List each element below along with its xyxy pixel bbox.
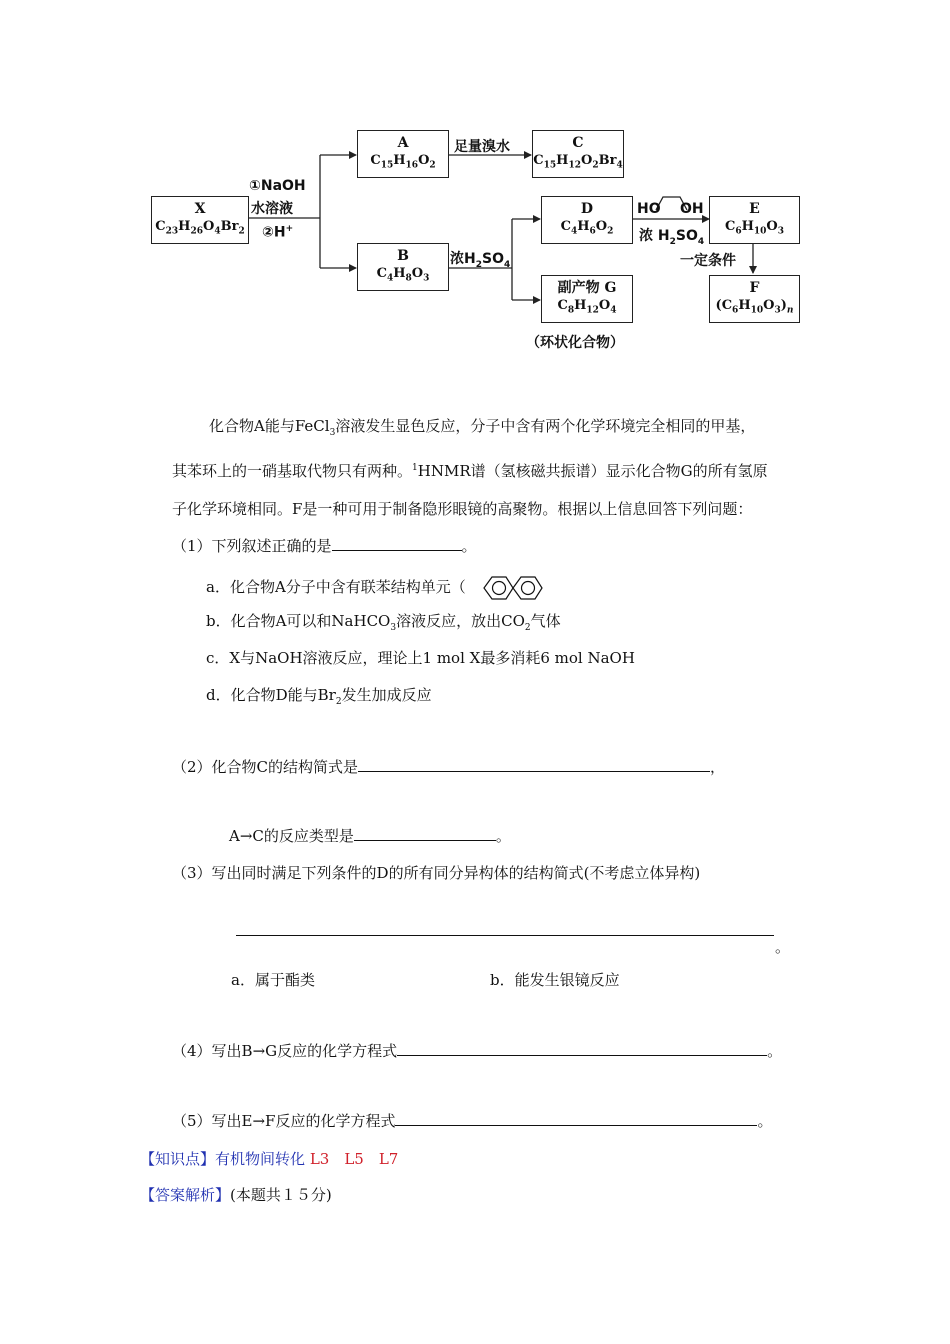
option-1b: b．化合物A可以和NaHCO$_3$溶液反应，放出$CO_2$气体 bbox=[206, 612, 561, 633]
question-4-prompt: （4）写出B→G反应的化学方程式 bbox=[172, 1042, 398, 1060]
compound-e-box bbox=[709, 196, 800, 244]
compound-g-label: 副产物 G bbox=[557, 279, 617, 296]
compound-a-formula: $C_{15}H_{16}O_2$ bbox=[370, 152, 436, 171]
condition-h2so4: 浓$H_2SO_4$ bbox=[450, 251, 511, 270]
compound-e-label: E bbox=[749, 200, 760, 217]
condition-certain: 一定条件 bbox=[680, 253, 736, 269]
compound-f-box bbox=[709, 275, 800, 323]
condition-h2so4-2: 浓 $H_2SO_4$ bbox=[639, 228, 705, 247]
question-2b bbox=[229, 826, 511, 846]
question-2-answer-blank[interactable] bbox=[358, 757, 710, 772]
condition-aqueous: 水溶液 bbox=[251, 201, 293, 217]
compound-f-label: F bbox=[749, 279, 760, 296]
question-3: （3）写出同时满足下列条件的D的所有同分异构体的结构简式(不考虑立体异构) bbox=[172, 864, 701, 882]
answer-analysis-note: (本题共１５分) bbox=[230, 1186, 332, 1204]
knowledge-point bbox=[140, 1149, 398, 1169]
question-4-answer-blank[interactable] bbox=[397, 1041, 767, 1056]
compound-c-label: C bbox=[572, 134, 584, 151]
question-2-prompt: （2）化合物C的结构简式是 bbox=[172, 758, 359, 776]
question-2b-answer-blank[interactable] bbox=[354, 826, 496, 841]
question-4-end: 。 bbox=[767, 1042, 783, 1060]
compound-x-box bbox=[151, 196, 249, 244]
question-2b-end: 。 bbox=[495, 827, 511, 845]
answer-analysis-label: 【答案解析】 bbox=[140, 1186, 231, 1204]
condition-bromine-water: 足量溴水 bbox=[454, 139, 510, 155]
compound-g-box bbox=[541, 275, 633, 323]
compound-c-box bbox=[532, 130, 624, 178]
compound-a-label: A bbox=[397, 134, 409, 151]
scheme-arrows bbox=[0, 0, 950, 370]
answer-analysis bbox=[140, 1185, 332, 1205]
compound-d-label: D bbox=[580, 200, 594, 217]
question-2b-prompt: A→C的反应类型是 bbox=[229, 827, 354, 845]
compound-f-formula: $(C_6H_{10}O_3)_n$ bbox=[715, 297, 794, 316]
compound-x-formula: $C_{23}H_{26}O_4Br_2$ bbox=[155, 218, 245, 237]
condition-diol-oh: OH bbox=[680, 201, 704, 217]
compound-b-box bbox=[357, 243, 449, 291]
compound-b-label: B bbox=[397, 247, 409, 264]
cyclic-compound-note: （环状化合物） bbox=[526, 335, 624, 351]
intro-line-3: 子化学环境相同。F是一种可用于制备隐形眼镜的高聚物。根据以上信息回答下列问题： bbox=[172, 500, 753, 518]
compound-b-formula: $C_4H_8O_3$ bbox=[376, 265, 430, 284]
question-4 bbox=[172, 1041, 782, 1061]
question-3-end: 。 bbox=[775, 938, 791, 956]
condition-naoh: ①NaOH bbox=[249, 178, 306, 194]
question-1-prompt: （1）下列叙述正确的是 bbox=[172, 537, 332, 555]
question-1 bbox=[172, 536, 477, 556]
question-5-answer-blank[interactable] bbox=[395, 1111, 757, 1126]
compound-c-formula: $C_{15}H_{12}O_2Br_4$ bbox=[533, 152, 623, 171]
question-2 bbox=[172, 757, 725, 777]
option-1a-text: a．化合物A分子中含有联苯结构单元（ bbox=[206, 578, 466, 596]
question-2-end: ， bbox=[710, 758, 726, 776]
question-3-answer-line[interactable] bbox=[236, 935, 774, 936]
knowledge-point-topic: 有机物间转化 bbox=[215, 1150, 306, 1168]
condition-3b: b．能发生银镜反应 bbox=[490, 971, 620, 989]
intro-line-1: 化合物A能与FeCl$_3$溶液发生显色反应，分子中含有两个化学环境完全相同的甲基， bbox=[209, 417, 756, 438]
question-5-prompt: （5）写出E→F反应的化学方程式 bbox=[172, 1112, 396, 1130]
condition-3a: a．属于酯类 bbox=[231, 971, 315, 989]
question-5-end: 。 bbox=[757, 1112, 773, 1130]
option-1c: c．X与NaOH溶液反应，理论上1 mol X最多消耗6 mol NaOH bbox=[206, 649, 635, 667]
knowledge-point-label: 【知识点】 bbox=[140, 1150, 216, 1168]
compound-a-box bbox=[357, 130, 449, 178]
compound-d-formula: $C_4H_6O_2$ bbox=[560, 218, 614, 237]
question-5 bbox=[172, 1111, 773, 1131]
option-1d: d．化合物D能与$Br_2$发生加成反应 bbox=[206, 686, 432, 707]
condition-acid: ②H+ bbox=[262, 224, 294, 241]
reaction-scheme bbox=[0, 0, 950, 370]
intro-line-2: 其苯环上的一硝基取代物只有两种。$^1$HNMR谱（氢核磁共振谱）显示化合物G的所有氢原 bbox=[172, 462, 768, 480]
compound-x-label: X bbox=[194, 200, 206, 217]
knowledge-point-codes: L3 L5 L7 bbox=[309, 1150, 399, 1168]
question-1-end: 。 bbox=[461, 537, 477, 555]
question-1-answer-blank[interactable] bbox=[332, 536, 462, 551]
compound-g-formula: $C_8H_{12}O_4$ bbox=[557, 297, 617, 316]
compound-e-formula: $C_6H_{10}O_3$ bbox=[724, 218, 785, 237]
biphenyl-structure-icon bbox=[475, 573, 553, 603]
compound-d-box bbox=[541, 196, 633, 244]
condition-diol-ho: HO bbox=[637, 201, 661, 217]
option-1a bbox=[206, 573, 553, 603]
